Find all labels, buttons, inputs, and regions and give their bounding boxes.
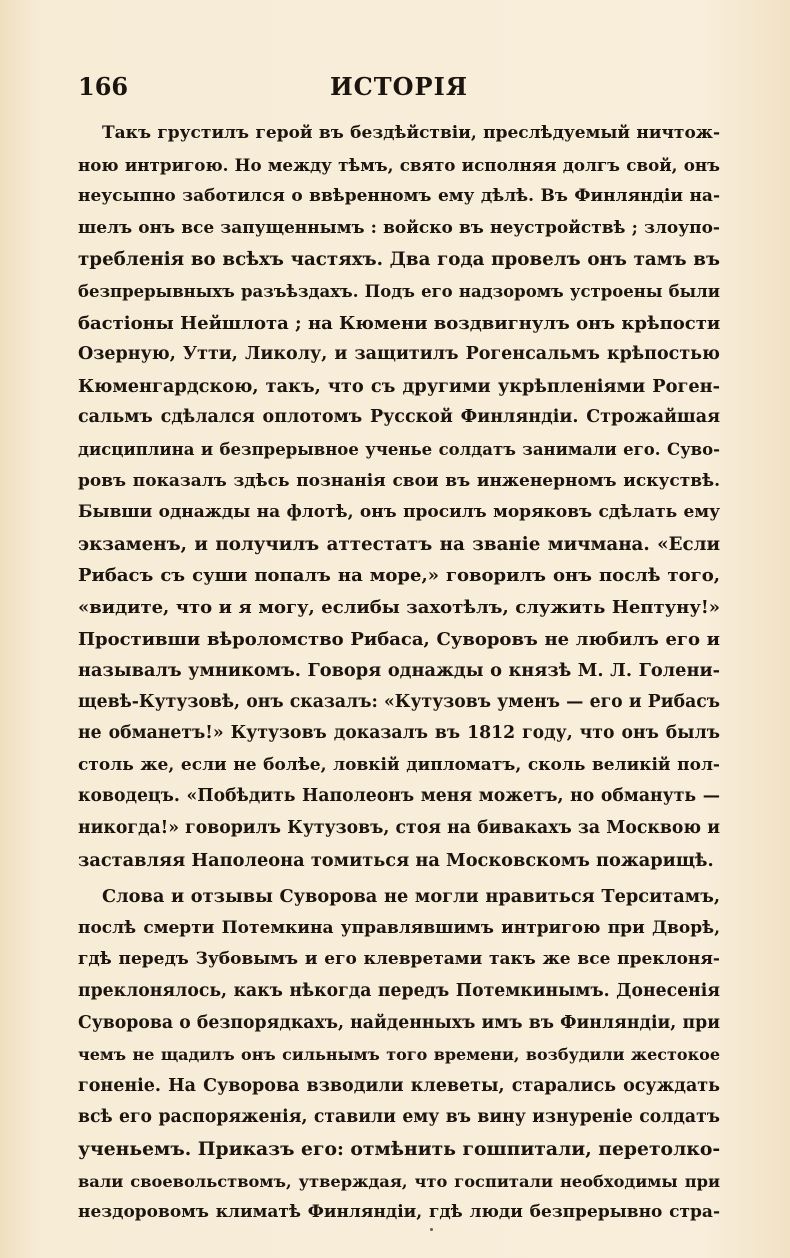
- text-line: Такъ грустилъ герой въ бездѣйствіи, преслѣдуемый ничтож-: [102, 123, 720, 143]
- text-line: Суворова о безпорядкахъ, найденныхъ имъ въ Финляндіи, при: [78, 1012, 720, 1033]
- text-line: нездоровомъ климатѣ Финляндіи, гдѣ люди безпрерывно стра-: [78, 1202, 720, 1223]
- body-text: [78, 118, 720, 1229]
- text-line: ководецъ. «Побѣдить Наполеонъ меня можетъ, но обмануть —: [78, 786, 720, 807]
- text-line: ровъ показалъ здѣсь познанія свои въ инженерномъ искуствѣ.: [78, 470, 720, 491]
- text-line: гдѣ передъ Зубовымъ и его клевретами такъ же все преклоня-: [78, 949, 720, 970]
- text-line: шелъ онъ все запущеннымъ : войско въ неустройствѣ ; злоупо-: [78, 217, 720, 238]
- text-line: экзаменъ, и получилъ аттестатъ на званіе мичмана. «Если: [78, 533, 720, 555]
- text-line: сальмъ сдѣлался оплотомъ Русской Финляндіи. Строжайшая: [78, 407, 720, 428]
- text-line: столь же, если не болѣе, ловкій дипломатъ, сколь великій пол-: [78, 754, 720, 775]
- text-line: Слова и отзывы Суворова не могли нравиться Терситамъ,: [102, 886, 720, 908]
- text-line: заставляя Наполеона томиться на Московскомъ пожарищѣ.: [78, 849, 714, 871]
- text-line: дисциплина и безпрерывное ученье солдатъ занимали его. Суво-: [78, 439, 720, 459]
- running-title: ИСТОРІЯ: [330, 72, 468, 101]
- text-line: чемъ не щадилъ онъ сильнымъ того времени, возбудили жестокое: [78, 1045, 720, 1065]
- print-speck: [430, 1228, 433, 1231]
- text-line: щевѣ-Кутузовѣ, онъ сказалъ: «Кутузовъ уменъ — его и Рибасъ: [78, 691, 720, 712]
- text-line: Кюменгардскою, такъ, что съ другими укрѣпленіями Роген-: [78, 375, 720, 397]
- text-line: всѣ его распоряженія, ставили ему въ вину изнуреніе солдатъ: [78, 1107, 720, 1128]
- text-line: Простивши вѣроломство Рибаса, Суворовъ не любилъ его и: [78, 628, 720, 650]
- text-line: Озерную, Утти, Ликолу, и защитилъ Рогенсальмъ крѣпостью: [78, 344, 720, 365]
- text-line: послѣ смерти Потемкина управлявшимъ интригою при Дворѣ,: [78, 917, 720, 938]
- text-line: преклонялось, какъ нѣкогда передъ Потемкинымъ. Донесенія: [78, 981, 720, 1002]
- text-line: гоненіе. На Суворова взводили клеветы, старались осуждать: [78, 1075, 720, 1096]
- text-line: безпрерывныхъ разъѣздахъ. Подъ его надзоромъ устроены были: [78, 281, 720, 301]
- page-header: [78, 72, 720, 112]
- text-line: «видите, что и я могу, еслибы захотѣлъ, служить Нептуну!»: [78, 596, 720, 618]
- text-line: Бывши однажды на флотѣ, онъ просилъ моряковъ сдѣлать ему: [78, 502, 720, 523]
- page-number: 166: [78, 72, 129, 101]
- text-line: называлъ умникомъ. Говоря однажды о князѣ М. Л. Голени-: [78, 660, 720, 682]
- text-line: ученьемъ. Приказъ его: отмѣнить гошпитали, перетолко-: [78, 1138, 720, 1160]
- text-line: не обманетъ!» Кутузовъ доказалъ въ 1812 году, что онъ былъ: [78, 723, 720, 744]
- text-line: Рибасъ съ суши попалъ на море,» говорилъ онъ послѣ того,: [78, 565, 720, 587]
- text-line: неусыпно заботился о ввѣренномъ ему дѣлѣ. Въ Финляндіи на-: [78, 186, 720, 207]
- text-line: требленія во всѣхъ частяхъ. Два года провелъ онъ тамъ въ: [78, 249, 720, 271]
- text-line: никогда!» говорилъ Кутузовъ, стоя на бивакахъ за Москвою и: [78, 818, 720, 839]
- text-line: бастіоны Нейшлота ; на Кюмени воздвигнулъ онъ крѣпости: [78, 312, 720, 334]
- text-line: ною интригою. Но между тѣмъ, свято исполняя долгъ свой, онъ: [78, 154, 720, 175]
- text-line: вали своевольствомъ, утверждая, что госпитали необходимы при: [78, 1171, 720, 1191]
